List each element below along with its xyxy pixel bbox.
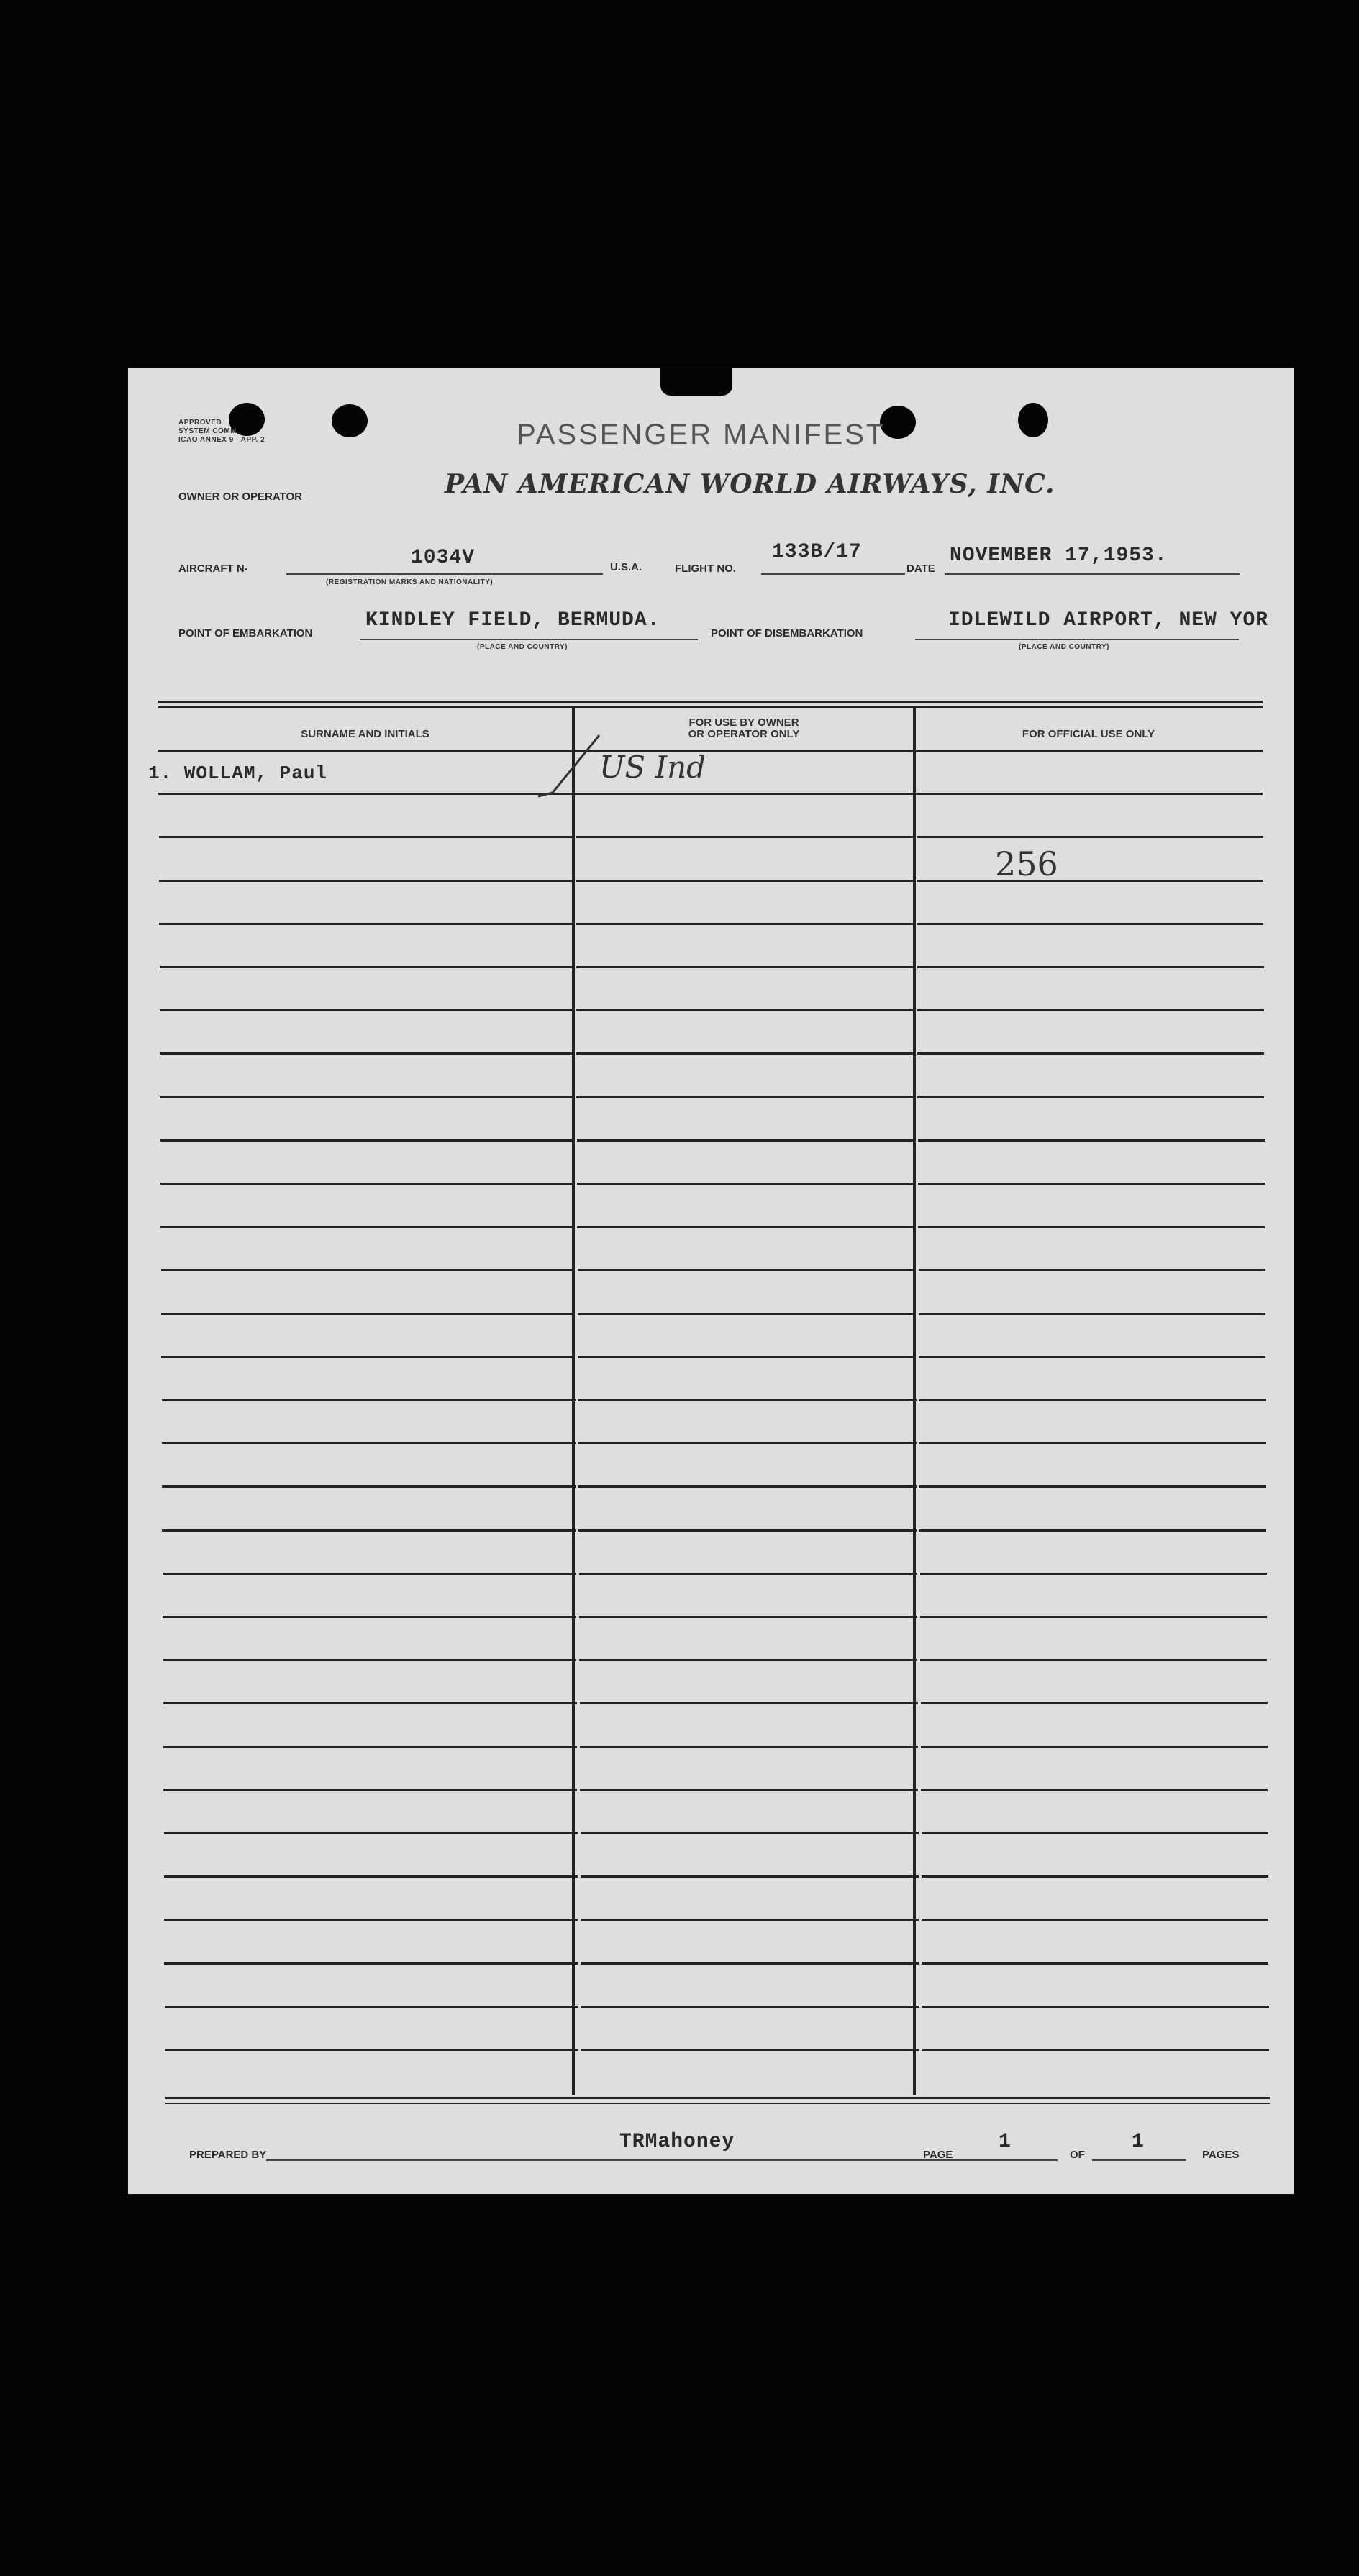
row-rule: [917, 966, 1264, 968]
row-rule: [922, 1832, 1268, 1834]
row-rule: [162, 1442, 576, 1444]
date-label: DATE: [906, 563, 935, 575]
row-rule: [580, 1746, 918, 1748]
row-rule: [917, 1009, 1264, 1011]
punch-hole: [332, 404, 368, 437]
row-rule: [160, 1183, 574, 1185]
row-rule: [164, 1962, 578, 1965]
row-rule: [916, 750, 1263, 752]
row-rule: [917, 923, 1263, 925]
of-value: 1: [1132, 2131, 1145, 2153]
table-bottom-rule: [165, 2103, 1270, 2104]
row-rule: [916, 793, 1263, 795]
row-rule: [160, 1052, 573, 1055]
row-rule: [158, 750, 572, 752]
row-rule: [164, 1832, 578, 1834]
row-rule: [581, 1919, 919, 1921]
row-rule: [576, 1096, 914, 1098]
row-rule: [579, 1659, 917, 1661]
row-rule: [581, 1832, 919, 1834]
official-note: 256: [995, 845, 1058, 883]
embarkation-label: POINT OF EMBARKATION: [178, 627, 313, 640]
disembarkation-underline: [915, 639, 1239, 640]
row-rule: [160, 1096, 573, 1098]
flight-value: 133B/17: [772, 541, 862, 563]
punch-hole: [1018, 403, 1048, 437]
column-header-surname: SURNAME AND INITIALS: [301, 728, 429, 740]
row-rule: [917, 1052, 1264, 1055]
embarkation-value: KINDLEY FIELD, BERMUDA.: [365, 609, 660, 632]
row-rule: [920, 1573, 1267, 1575]
approval-line: ICAO ANNEX 9 - APP. 2: [178, 436, 265, 444]
row-rule: [162, 1399, 576, 1401]
row-rule: [163, 1573, 576, 1575]
row-rule: [164, 1919, 578, 1921]
row-rule: [922, 2049, 1269, 2051]
row-rule: [581, 2006, 919, 2008]
row-rule: [581, 1962, 919, 1965]
aircraft-underline: [286, 573, 603, 575]
row-rule: [163, 1616, 576, 1618]
row-rule: [159, 836, 573, 838]
page-title: PASSENGER MANIFEST: [517, 419, 886, 450]
row-rule: [578, 1356, 916, 1358]
disembarkation-label: POINT OF DISEMBARKATION: [711, 627, 863, 640]
airline-name: PAN AMERICAN WORLD AIRWAYS, INC.: [445, 469, 1055, 499]
prepared-value: TRMahoney: [619, 2131, 735, 2153]
row-rule: [922, 1919, 1268, 1921]
row-rule: [576, 1009, 914, 1011]
prepared-label: PREPARED BY: [189, 2149, 267, 2161]
of-underline: [1092, 2159, 1186, 2161]
page-underline: [963, 2159, 1058, 2161]
row-rule: [163, 1659, 576, 1661]
row-rule: [161, 1313, 575, 1315]
row-rule: [165, 2049, 578, 2051]
row-rule: [918, 1139, 1265, 1142]
row-rule: [578, 1313, 916, 1315]
row-rule: [922, 1962, 1268, 1965]
table-top-rule: [158, 701, 1263, 703]
row-rule: [918, 1183, 1265, 1185]
row-rule: [919, 1399, 1266, 1401]
page-value: 1: [999, 2131, 1012, 2153]
row-rule: [919, 1269, 1265, 1271]
table-top-rule: [158, 706, 1263, 708]
row-rule: [162, 1485, 576, 1488]
row-rule: [579, 1616, 917, 1618]
row-rule: [581, 2049, 919, 2051]
row-rule: [575, 793, 913, 795]
row-rule: [160, 1226, 574, 1228]
row-rule: [163, 1789, 577, 1791]
pages-label: PAGES: [1202, 2149, 1240, 2161]
of-label: OF: [1070, 2149, 1085, 2161]
page-label: PAGE: [923, 2149, 953, 2161]
row-rule: [576, 1052, 914, 1055]
flight-label: FLIGHT NO.: [675, 563, 736, 575]
row-rule: [920, 1616, 1267, 1618]
row-rule: [918, 1226, 1265, 1228]
column-header-owner: FOR USE BY OWNER: [688, 716, 799, 729]
row-rule: [160, 1009, 573, 1011]
row-rule: [165, 2006, 578, 2008]
row-rule: [159, 923, 573, 925]
embarkation-sublabel: (PLACE AND COUNTRY): [477, 643, 568, 651]
disembarkation-sublabel: (PLACE AND COUNTRY): [1019, 643, 1109, 651]
owner-label: OWNER OR OPERATOR: [178, 491, 302, 503]
row-rule: [919, 1356, 1265, 1358]
row-rule: [917, 880, 1263, 882]
row-rule: [921, 1746, 1268, 1748]
row-rule: [160, 1139, 574, 1142]
row-rule: [922, 1875, 1268, 1878]
check-mark: [531, 728, 610, 807]
date-underline: [945, 573, 1240, 575]
approval-line: SYSTEM COMM.: [178, 427, 240, 435]
embarkation-underline: [360, 639, 698, 640]
row-rule: [577, 1139, 915, 1142]
row-rule: [161, 1356, 575, 1358]
row-rule: [576, 923, 914, 925]
row-rule: [917, 836, 1263, 838]
row-rule: [581, 1875, 919, 1878]
disembarkation-value: IDLEWILD AIRPORT, NEW YOR: [948, 609, 1269, 632]
row-rule: [577, 1226, 915, 1228]
owner-note: US Ind: [599, 750, 706, 785]
row-rule: [922, 2006, 1269, 2008]
flight-underline: [761, 573, 905, 575]
manifest-sheet: [128, 368, 1294, 2194]
row-rule: [159, 880, 573, 882]
row-rule: [163, 1702, 577, 1704]
row-rule: [578, 1399, 917, 1401]
row-rule: [580, 1789, 918, 1791]
row-rule: [158, 793, 572, 795]
nationality-text: U.S.A.: [610, 561, 642, 573]
row-rule: [921, 1789, 1268, 1791]
row-rule: [919, 1442, 1266, 1444]
column-header-official: FOR OFFICIAL USE ONLY: [1022, 728, 1155, 740]
aircraft-sublabel: (REGISTRATION MARKS AND NATIONALITY): [326, 578, 494, 586]
row-rule: [920, 1659, 1267, 1661]
row-rule: [919, 1529, 1266, 1532]
row-rule: [577, 1183, 915, 1185]
passenger-name: 1. WOLLAM, Paul: [148, 763, 328, 784]
row-rule: [919, 1313, 1265, 1315]
row-rule: [919, 1485, 1266, 1488]
row-rule: [578, 1529, 917, 1532]
row-rule: [578, 1442, 917, 1444]
row-rule: [579, 1573, 917, 1575]
row-rule: [580, 1702, 918, 1704]
row-rule: [160, 966, 573, 968]
row-rule: [161, 1269, 575, 1271]
row-rule: [576, 836, 914, 838]
date-value: NOVEMBER 17,1953.: [950, 545, 1168, 567]
row-rule: [576, 966, 914, 968]
row-rule: [578, 1485, 917, 1488]
row-rule: [917, 1096, 1264, 1098]
aircraft-value: 1034V: [411, 547, 476, 569]
row-rule: [164, 1875, 578, 1878]
row-rule: [578, 1269, 916, 1271]
column-header-owner: OR OPERATOR ONLY: [688, 728, 800, 740]
row-rule: [576, 880, 914, 882]
aircraft-label: AIRCRAFT N-: [178, 563, 248, 575]
row-rule: [163, 1746, 577, 1748]
table-bottom-rule: [165, 2097, 1270, 2099]
row-rule: [162, 1529, 576, 1532]
approval-line: APPROVED: [178, 419, 222, 427]
row-rule: [921, 1702, 1268, 1704]
torn-notch: [660, 368, 732, 396]
